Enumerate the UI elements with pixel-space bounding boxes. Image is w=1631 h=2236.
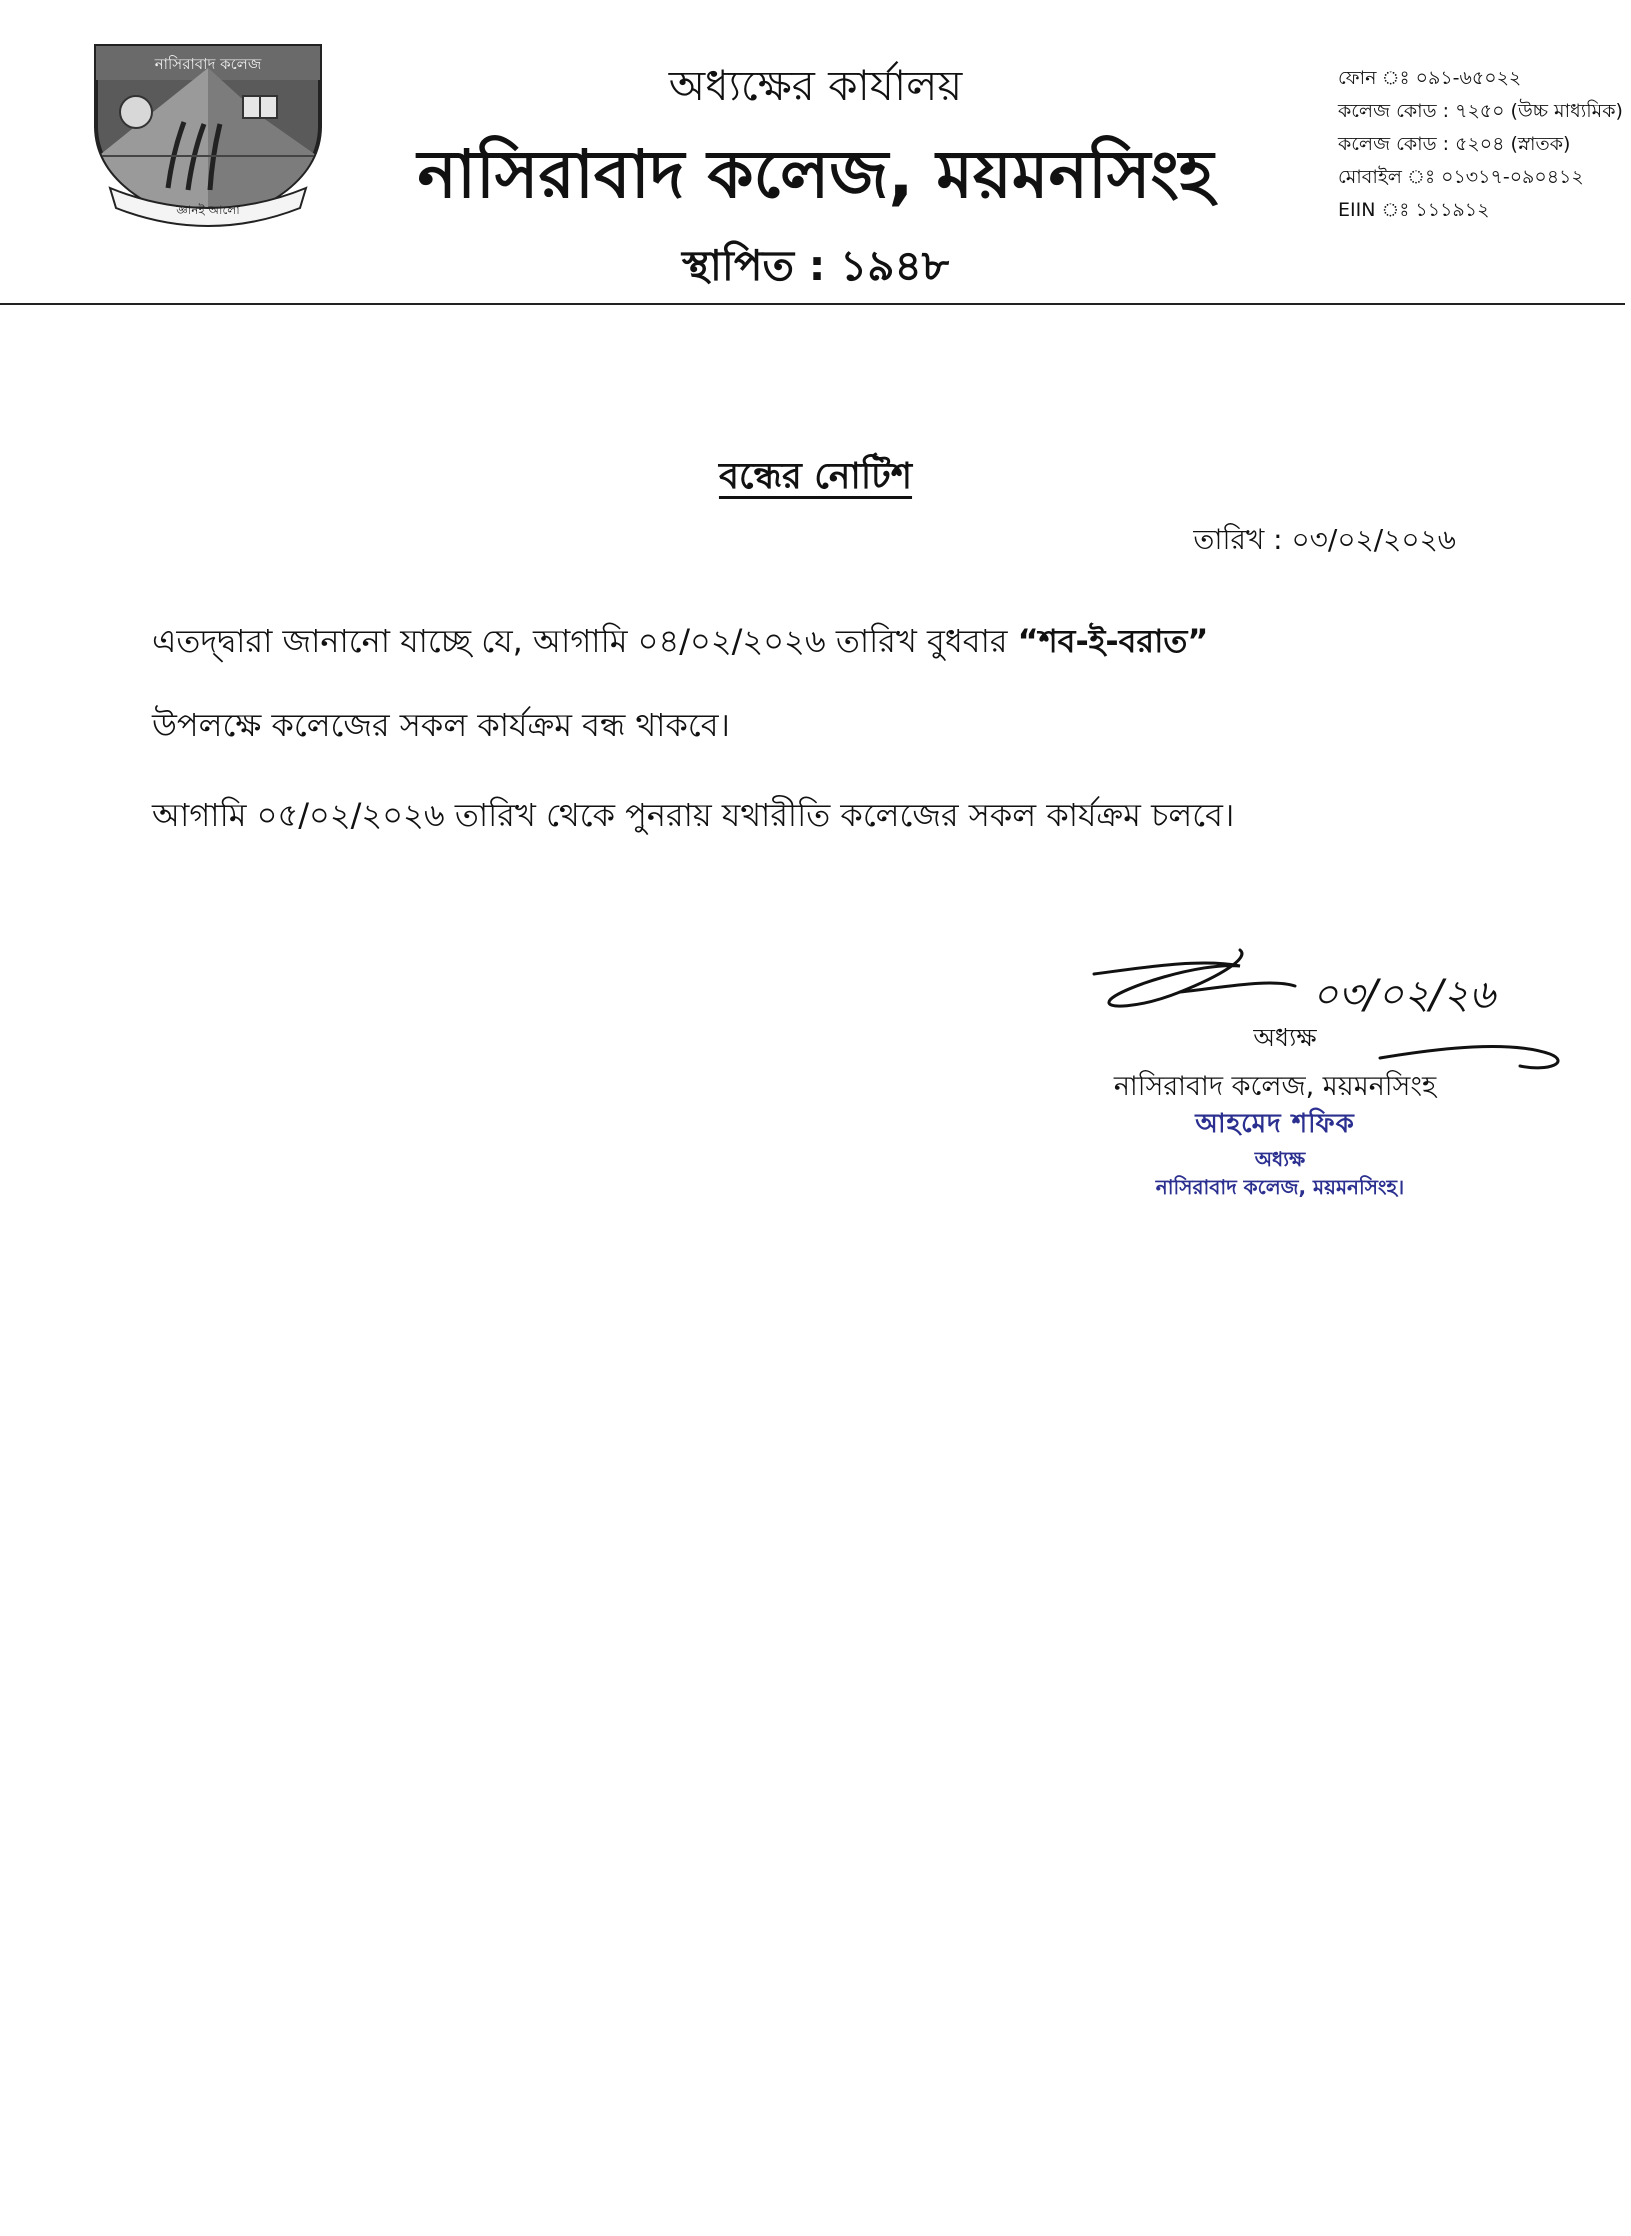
contact-college-code-degree: কলেজ কোড : ৫২০৪ (স্নাতক) — [1338, 133, 1571, 155]
paragraph-1-text: এতদ্দ্বারা জানানো যাচ্ছে যে, আগামি ০৪/০২/২০২৬ তারিখ বুধবার — [152, 622, 1018, 660]
notice-paragraph-1 — [152, 618, 1452, 664]
established-year: স্থাপিত : ১৯৪৮ — [681, 241, 950, 290]
contact-eiin: EIIN ঃ ১১১৯১২ — [1338, 199, 1490, 221]
notice-title — [0, 452, 1631, 502]
svg-text:জ্ঞানই আলো: জ্ঞানই আলো — [176, 203, 240, 217]
notice-paragraph-3: আগামি ০৫/০২/২০২৬ তারিখ থেকে পুনরায় যথারীতি কলেজের সকল কার্যক্রম চলবে। — [152, 796, 1235, 834]
notice-paragraph-2: উপলক্ষে কলেজের সকল কার্যক্রম বন্ধ থাকবে। — [152, 706, 730, 744]
handwritten-date: ০৩/০২/২৬ — [1312, 972, 1495, 1018]
signatory-title: অধ্যক্ষ — [1253, 1023, 1317, 1052]
college-name: নাসিরাবাদ কলেজ, ময়মনসিংহ — [417, 136, 1214, 213]
contact-block — [1338, 62, 1628, 227]
contact-college-code-hsc: কলেজ কোড : ৭২৫০ (উচ্চ মাধ্যমিক) — [1338, 100, 1623, 122]
svg-text:নাসিরাবাদ কলেজ: নাসিরাবাদ কলেজ — [154, 55, 262, 73]
notice-date: তারিখ : ০৩/০২/২০২৬ — [1193, 523, 1456, 556]
handwritten-signature — [1080, 948, 1600, 1088]
signatory-college: নাসিরাবাদ কলেজ, ময়মনসিংহ — [1113, 1071, 1437, 1102]
occasion-name: “শব-ই-বরাত” — [1017, 622, 1209, 660]
notice-title-text: বন্ধের নোটিশ — [718, 456, 913, 497]
contact-mobile: মোবাইল ঃ ০১৩১৭-০৯০৪১২ — [1338, 166, 1584, 188]
seal-name: আহমেদ শফিক — [1195, 1109, 1355, 1139]
seal-title: অধ্যক্ষ — [1254, 1147, 1306, 1171]
office-label: অধ্যক্ষের কার্যালয় — [668, 61, 963, 110]
contact-phone: ফোন ঃ ০৯১-৬৫০২২ — [1338, 67, 1522, 89]
header-divider — [0, 303, 1625, 305]
seal-college: নাসিরাবাদ কলেজ, ময়মনসিংহ। — [1155, 1175, 1405, 1199]
